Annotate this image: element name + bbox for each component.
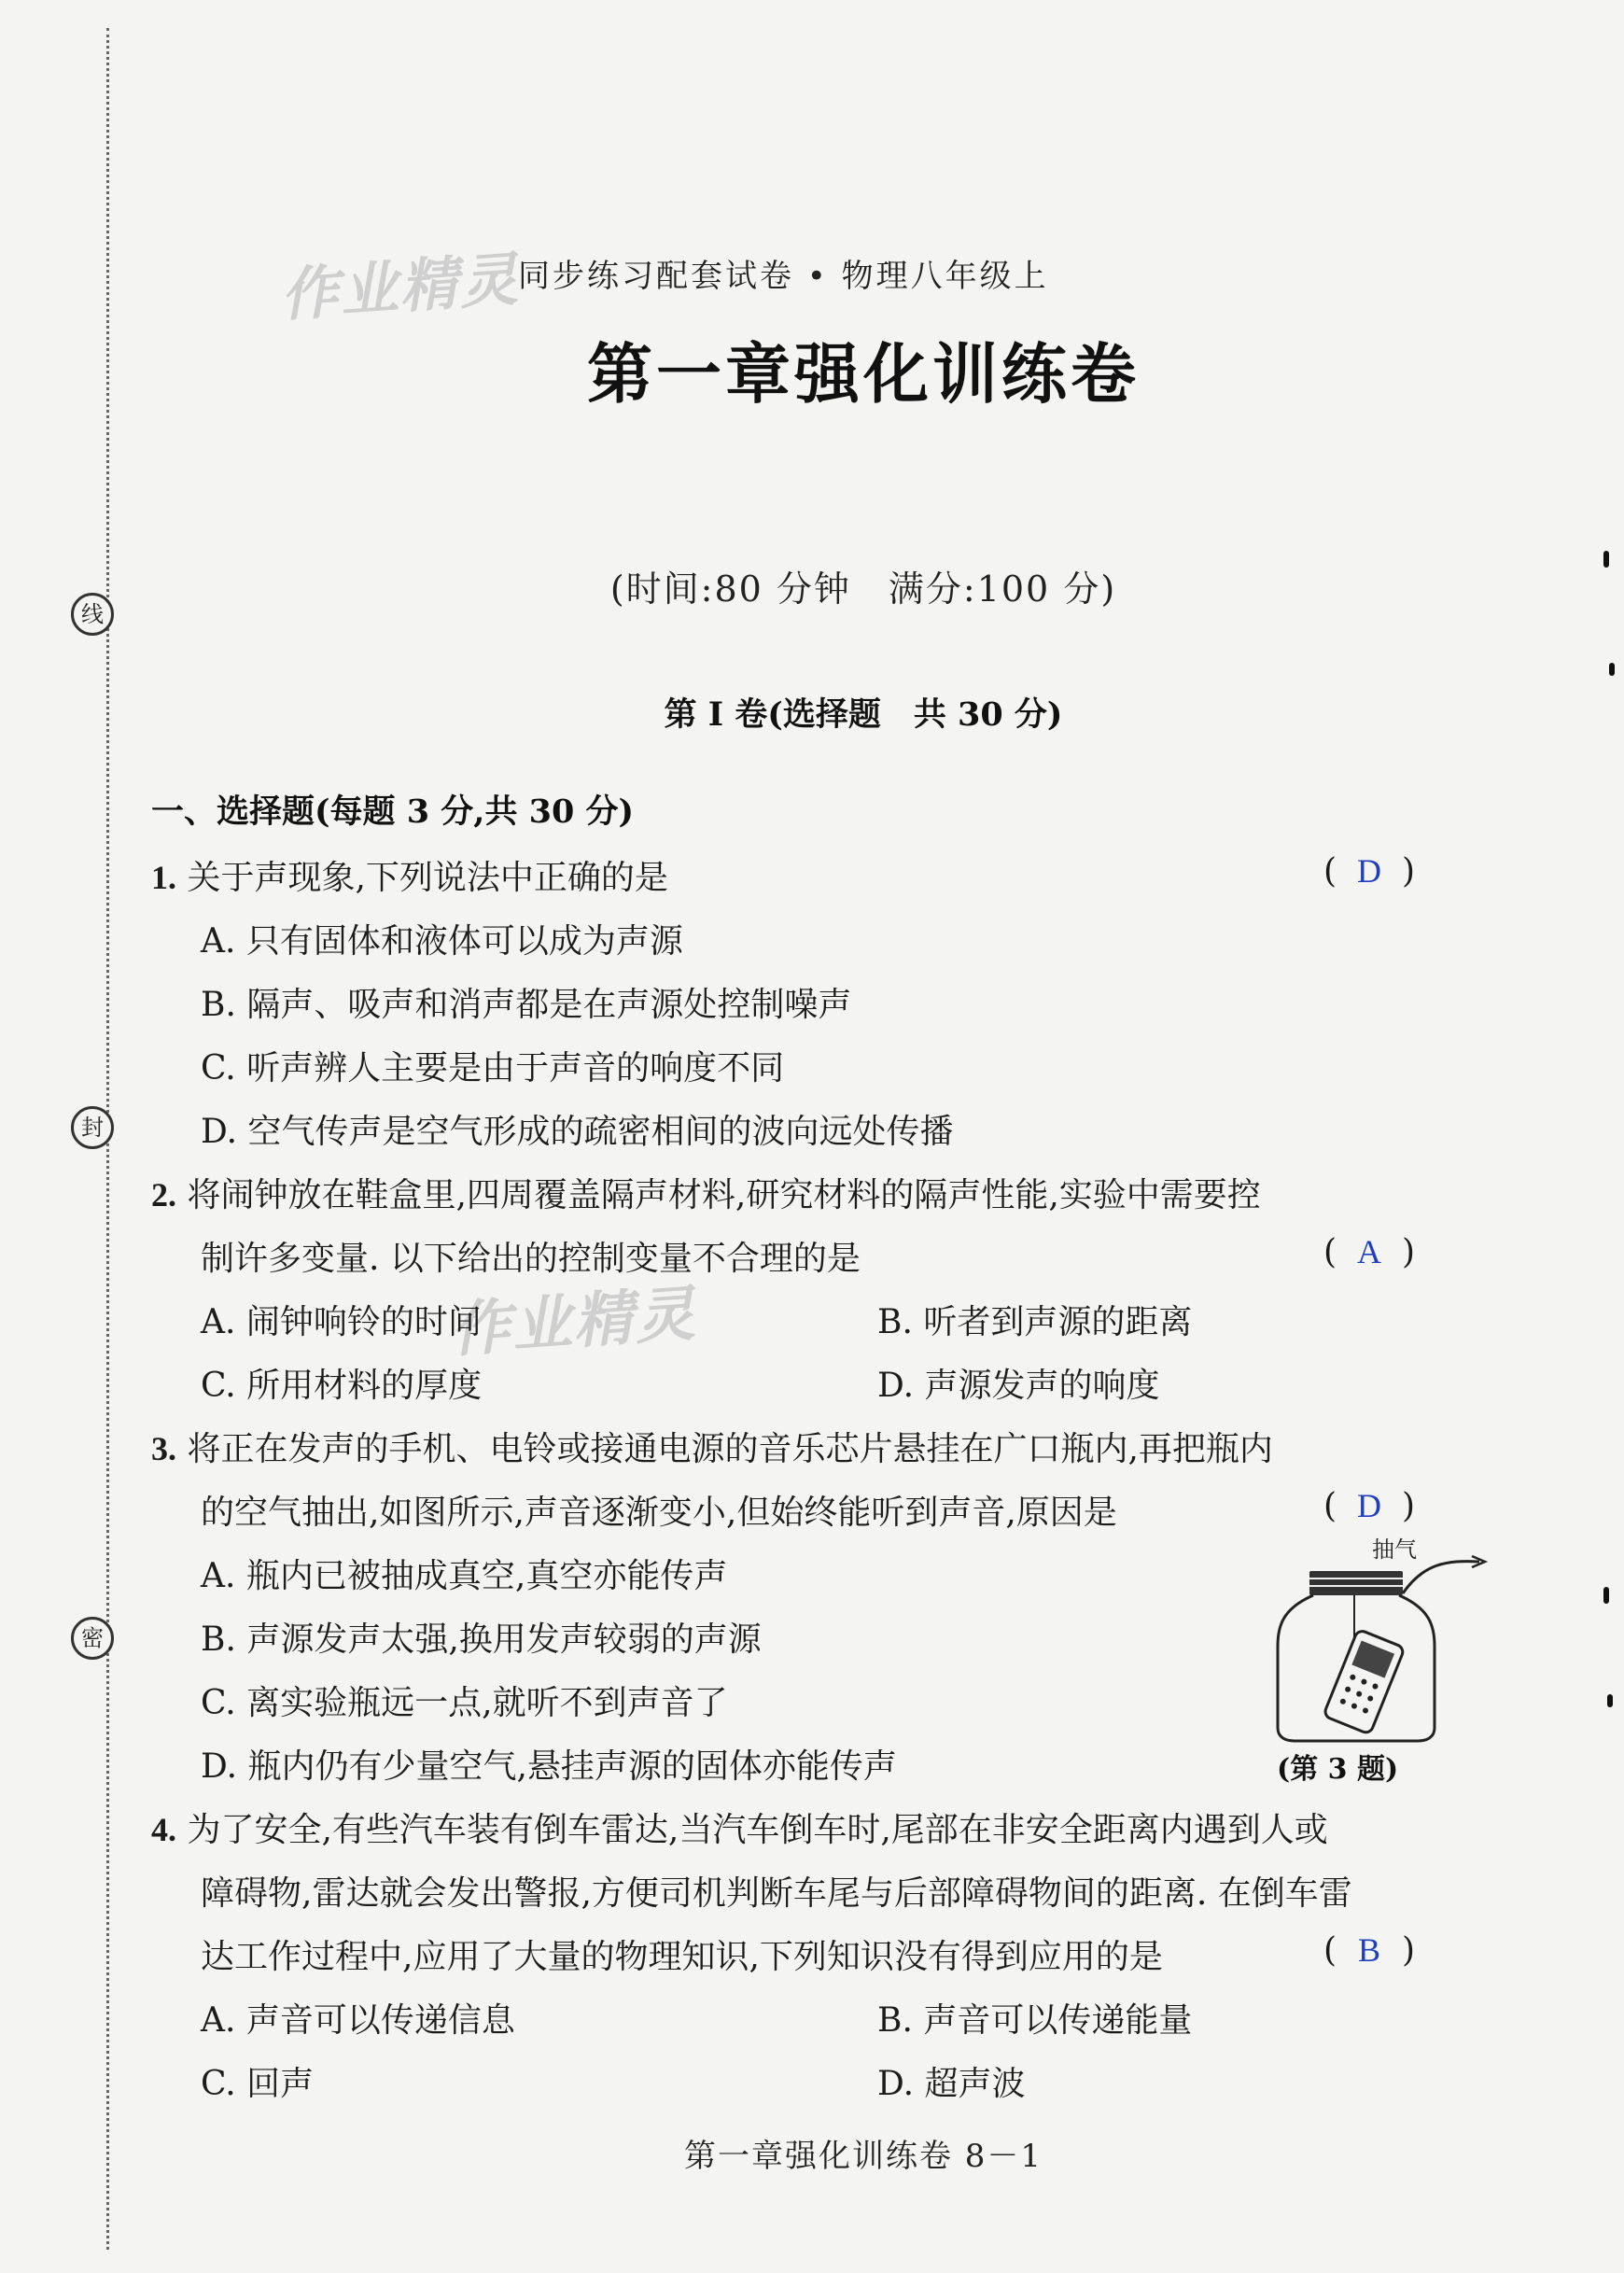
- question-text: 关于声现象,下列说法中正确的是: [187, 859, 668, 897]
- edge-mark: [1609, 663, 1615, 676]
- option: D. 空气传声是空气形成的疏密相间的波向远处传播: [201, 1113, 954, 1151]
- page-title: 第一章强化训练卷: [587, 335, 1140, 413]
- option: D. 瓶内仍有少量空气,悬挂声源的固体亦能传声: [201, 1747, 897, 1786]
- answer-value: D: [1357, 852, 1382, 890]
- figure-label-pump: 抽气: [1372, 1536, 1417, 1563]
- option: B. 听者到声源的距离: [877, 1303, 1193, 1341]
- question-2-stem: [151, 1169, 1261, 1216]
- question-1-stem: [151, 851, 668, 899]
- binding-seal-xian: 线: [71, 593, 114, 636]
- series-header: 同步练习配套试卷 • 物理八年级上: [518, 258, 1049, 295]
- option: A. 瓶内已被抽成真空,真空亦能传声: [201, 1557, 728, 1595]
- option: A. 闹钟响铃的时间: [201, 1303, 482, 1341]
- section-title: 第 Ⅰ 卷(选择题 共 30 分): [664, 695, 1063, 734]
- question-4-stem: [151, 1803, 1328, 1851]
- option: B. 隔声、吸声和消声都是在声源处控制噪声: [201, 986, 852, 1024]
- question-number: 1.: [151, 859, 176, 896]
- answer-value: D: [1357, 1487, 1382, 1524]
- figure-caption: (第 3 题): [1277, 1753, 1399, 1786]
- answer-value: A: [1357, 1233, 1382, 1270]
- question-text: 达工作过程中,应用了大量的物理知识,下列知识没有得到应用的是: [201, 1938, 1163, 1976]
- question-text: 的空气抽出,如图所示,声音逐渐变小,但始终能听到声音,原因是: [201, 1494, 1117, 1532]
- option: C. 所用材料的厚度: [201, 1367, 483, 1405]
- question-text: 障碍物,雷达就会发出警报,方便司机判断车尾与后部障碍物间的距离. 在倒车雷: [201, 1874, 1352, 1913]
- option: C. 听声辨人主要是由于声音的响度不同: [201, 1049, 785, 1087]
- page-footer: 第一章强化训练卷 8－1: [683, 2138, 1043, 2175]
- answer-bracket: ( A ): [1323, 1233, 1416, 1271]
- edge-mark: [1603, 1587, 1609, 1604]
- binding-seal-feng: 封: [71, 1106, 114, 1149]
- part-title: 一、选择题(每题 3 分,共 30 分): [151, 793, 635, 831]
- question-text: 为了安全,有些汽车装有倒车雷达,当汽车倒车时,尾部在非安全距离内遇到人或: [187, 1811, 1328, 1849]
- question-text: 将闹钟放在鞋盒里,四周覆盖隔声材料,研究材料的隔声性能,实验中需要控: [187, 1176, 1261, 1214]
- option: D. 声源发声的响度: [877, 1367, 1160, 1405]
- time-and-score: (时间:80 分钟 满分:100 分): [609, 568, 1117, 610]
- answer-bracket: ( D ): [1323, 852, 1416, 891]
- option: A. 声音可以传递信息: [201, 2001, 515, 2040]
- option: A. 只有固体和液体可以成为声源: [201, 922, 683, 961]
- question-3-stem: [151, 1423, 1273, 1470]
- option: C. 回声: [201, 2065, 315, 2103]
- option: C. 离实验瓶远一点,就听不到声音了: [201, 1684, 728, 1722]
- question-number: 2.: [151, 1176, 176, 1214]
- option: D. 超声波: [877, 2065, 1026, 2103]
- option: B. 声源发声太强,换用发声较弱的声源: [201, 1621, 762, 1659]
- answer-bracket: ( D ): [1323, 1487, 1416, 1525]
- binding-seal-mi: 密: [71, 1617, 114, 1660]
- edge-mark: [1607, 1694, 1613, 1707]
- question-text: 将正在发声的手机、电铃或接通电源的音乐芯片悬挂在广口瓶内,再把瓶内: [187, 1430, 1273, 1468]
- question-number: 3.: [151, 1430, 176, 1467]
- watermark-logo: 作业精灵: [448, 1279, 699, 1367]
- watermark-logo: 作业精灵: [278, 245, 522, 330]
- question-text: 制许多变量. 以下给出的控制变量不合理的是: [201, 1240, 861, 1278]
- question-number: 4.: [151, 1811, 176, 1848]
- answer-value: B: [1358, 1931, 1381, 1969]
- answer-bracket: ( B ): [1323, 1931, 1416, 1970]
- option: B. 声音可以传递能量: [877, 2001, 1193, 2040]
- bell-jar-figure: [1265, 1545, 1489, 1746]
